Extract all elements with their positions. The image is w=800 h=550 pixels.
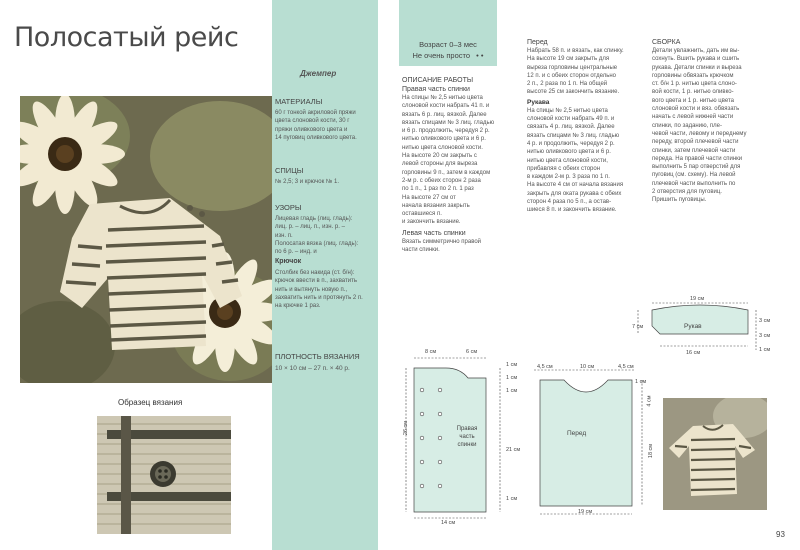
text-line: вязать спицами № 3 лиц. гладью <box>402 119 495 126</box>
text-line: по 1 п., 1 раз по 2 п. 1 раз <box>402 186 474 193</box>
text-line: 2 отверстия для пуговиц. <box>652 189 722 196</box>
text-line: горловины обвязать крючком <box>652 72 734 79</box>
back-dim-right-3: 1 см <box>506 388 518 394</box>
swatch-caption: Образец вязания <box>118 398 183 407</box>
back-dim-right-bottom: 1 см <box>506 496 518 502</box>
difficulty-level <box>399 51 497 60</box>
left-back-heading: Левая часть спинки <box>402 229 466 237</box>
crochet-line: захватить нить и протянуть 2 п. <box>275 294 363 301</box>
crochet-heading: Крючок <box>275 258 302 265</box>
text-line: На высоте 20 см закрыть с <box>402 153 477 160</box>
patterns-line: Лицевая гладь (лиц. гладь): <box>275 216 353 222</box>
crochet-line: нить и вытянуть новую п., <box>275 286 348 293</box>
text-line: вязать спицами № 3 лиц. гладью <box>527 132 620 139</box>
needles-heading: СПИЦЫ <box>275 166 304 175</box>
assembly-column <box>652 36 777 205</box>
sleeve-title: Рукав <box>684 323 702 330</box>
text-line: нитью оливкового цвета и 6 р. <box>402 136 486 143</box>
text-line: сохнуть. Вшить рукава и сшить <box>652 56 740 63</box>
text-line: высоте 25 см закончить вязание. <box>527 89 620 96</box>
back-dim-bottom: 14 см <box>441 520 456 526</box>
page-title: Полосатый рейс <box>14 22 239 53</box>
materials-line: 14 пуговиц оливкового цвета. <box>275 134 357 141</box>
text-line: Детали увлажнить, дать им вы- <box>652 48 740 54</box>
text-line: На высоте 27 см от <box>402 194 456 201</box>
text-line: чевой части, левому и переднему <box>652 130 747 137</box>
text-line: пуговиц (см. схему). На левой <box>652 172 736 179</box>
text-line: связать 4 р. лиц. вязкой. Далее <box>527 124 615 131</box>
front-title: Перед <box>567 430 587 437</box>
assembled-jumper-photo <box>663 398 767 510</box>
sleeve-dim-top: 19 см <box>690 296 705 302</box>
text-line: оставшиеся п. <box>402 211 442 218</box>
materials-line: пряжи оливкового цвета и <box>275 126 348 133</box>
text-line: рукава. Детали спинки и выреза <box>652 64 742 71</box>
text-line: Пришить пуговицы. <box>652 197 707 204</box>
patterns-line: изн. п. <box>275 232 293 239</box>
density-line: 10 × 10 см – 27 п. × 40 р. <box>275 365 350 372</box>
front-schematic <box>530 364 648 524</box>
front-sleeves-column <box>527 36 647 215</box>
back-dim-top-right: 6 см <box>466 349 478 355</box>
sleeve-dim-right-2: 3 см <box>759 333 771 339</box>
text-line: и 6 р. продолжить, чередуя 2 р. <box>402 128 490 135</box>
back-dim-right-mid: 21 см <box>506 447 521 453</box>
back-dim-top-left: 8 см <box>425 349 437 355</box>
jumper-photo <box>20 96 272 383</box>
density-text <box>275 365 381 373</box>
text-line: в каждом 2-м р. 3 раза по 1 п. <box>527 174 610 181</box>
text-line: На высоте 4 см от начала вязания <box>527 182 624 189</box>
knit-swatch-photo <box>97 416 231 534</box>
sleeve-dim-left: 7 см <box>632 324 644 330</box>
text-line: начать с левой нижней части <box>652 114 734 121</box>
text-line: закрыть для окатa рукава с обеих <box>527 190 622 197</box>
text-line: левой стороны для выреза <box>402 161 478 168</box>
text-line: сторон 4 раза по 5 п., а остав- <box>527 199 612 206</box>
text-line: На спицы № 2,5 нитью цвета <box>527 107 608 114</box>
text-line: 2 п., 2 раза по 1 п. На общей <box>527 81 608 88</box>
patterns-line: Полосатая вязка (лиц. гладь): <box>275 240 359 247</box>
text-line: 4 р. и продолжить, чередуя 2 р. <box>527 140 615 147</box>
age-range: Возраст 0–3 мес <box>419 40 477 49</box>
text-line: переда. На правой части спинки <box>652 155 743 162</box>
text-line: спинки, затем плечевой части <box>652 147 736 154</box>
materials-line: 60 г тонкой акриловой пряжи <box>275 110 356 116</box>
age-difficulty-box <box>399 0 497 66</box>
text-line: начала вязания закрыть <box>402 202 470 209</box>
front-heading: Перед <box>527 39 548 46</box>
back-title: Правая часть спинки <box>456 426 478 448</box>
difficulty-text: Не очень просто <box>412 51 471 60</box>
needles-text <box>275 178 381 186</box>
sleeve-dim-right-1: 3 см <box>759 318 771 324</box>
text-line: шиеся 8 п. и закончить вязание. <box>527 207 617 214</box>
text-line: 2-м р. с обеих сторон 2 раза <box>402 177 481 184</box>
text-line: слоновой кости и вяз. обвязать <box>652 106 740 113</box>
text-line: переду, второй плечевой части <box>652 139 739 146</box>
text-line: вязать 6 р. лиц. вязкой. Далее <box>402 111 487 118</box>
difficulty-stars: • • <box>476 51 484 60</box>
text-line: Вязать симметрично правой <box>402 238 482 245</box>
text-line: слоновой кости набрать 49 п. и <box>527 116 615 123</box>
right-back-heading: Правая часть спинки <box>402 86 470 93</box>
front-dim-right-mid: 4 см <box>646 395 653 407</box>
text-line: выреза горловины центральные <box>527 64 618 71</box>
back-dim-right-2: 1 см <box>506 375 518 381</box>
back-dim-right-1: 1 см <box>506 362 518 368</box>
text-line: вого цвета и 1 р. нитью цвета <box>652 97 735 104</box>
materials-heading: МАТЕРИАЛЫ <box>275 97 323 106</box>
patterns-heading: УЗОРЫ <box>275 203 302 212</box>
text-line: Набрать 58 п. и вязать, как спинку. <box>527 48 624 54</box>
text-line: слоновой кости набрать 41 п. и <box>402 103 490 110</box>
text-line: выполнить 5 пар отверстий для <box>652 164 741 171</box>
text-line: части спинки. <box>402 247 440 254</box>
page-number: 93 <box>776 530 785 539</box>
text-line: нитью оливкового цвета и 6 р. <box>527 149 611 156</box>
text-line: 12 п. и с обеих сторон отдельно <box>527 72 617 79</box>
assembled-jumper-illustration <box>663 398 767 510</box>
text-line: горловины 9 п., затем в каждом <box>402 169 491 176</box>
sleeves-heading: Рукава <box>527 98 550 106</box>
text-line: нитью цвета слоновой кости. <box>402 144 483 151</box>
text-line: прибавляя с обеих сторон <box>527 165 601 172</box>
jumper-photo-illustration <box>20 96 272 383</box>
front-dim-top-mid: 10 см <box>580 364 595 370</box>
text-line: спинки, по заданию, пле- <box>652 122 722 129</box>
work-description-heading: ОПИСАНИЕ РАБОТЫ <box>402 77 474 84</box>
item-label: Джемпер <box>300 69 337 78</box>
back-dim-height: 26 см <box>403 420 410 436</box>
crochet-line: крючок ввести в п., захватить <box>275 278 357 285</box>
front-dim-height: 18 см <box>648 443 655 459</box>
text-line: вой кости, 1 р. нитью оливко- <box>652 89 734 96</box>
front-dim-bottom: 19 см <box>578 509 593 515</box>
materials-line: цвета слоновой кости, 30 г <box>275 118 350 125</box>
text-line: и закончить вязание. <box>402 219 461 226</box>
crochet-text <box>275 269 381 310</box>
work-description-column <box>402 74 522 254</box>
crochet-line: на крючке 1 раз. <box>275 303 321 310</box>
sleeve-schematic <box>630 296 770 368</box>
sleeve-dim-right-3: 1 см <box>759 347 771 353</box>
text-line: На спицы № 2,5 нитью цвета <box>402 95 483 101</box>
text-line: На высоте 19 см закрыть для <box>527 56 610 63</box>
materials-text <box>275 109 381 142</box>
front-dim-top-right: 4,5 см <box>618 364 634 370</box>
crochet-line: Столбик без накида (ст. б/н): <box>275 270 355 276</box>
patterns-line: по 6 р. – инд. и <box>275 249 317 256</box>
sleeve-dim-bottom: 16 см <box>686 350 701 356</box>
patterns-text <box>275 215 381 256</box>
text-line: ст. б/н 1 р. нитью цвета слоно- <box>652 81 737 88</box>
text-line: нитью цвета слоновой кости, <box>527 157 608 164</box>
front-dim-top-left: 4,5 см <box>537 364 553 370</box>
needles-line: № 2,5; 3 и крючок № 1. <box>275 179 339 185</box>
assembly-heading: СБОРКА <box>652 39 681 46</box>
patterns-line: лиц. р. – лиц. п., изн. р. – <box>275 224 345 231</box>
density-heading: ПЛОТНОСТЬ ВЯЗАНИЯ <box>275 352 360 361</box>
text-line: плечевой части выполнить по <box>652 180 736 187</box>
knit-swatch-illustration <box>97 416 231 534</box>
front-dim-right-top: 1 см <box>635 379 647 385</box>
